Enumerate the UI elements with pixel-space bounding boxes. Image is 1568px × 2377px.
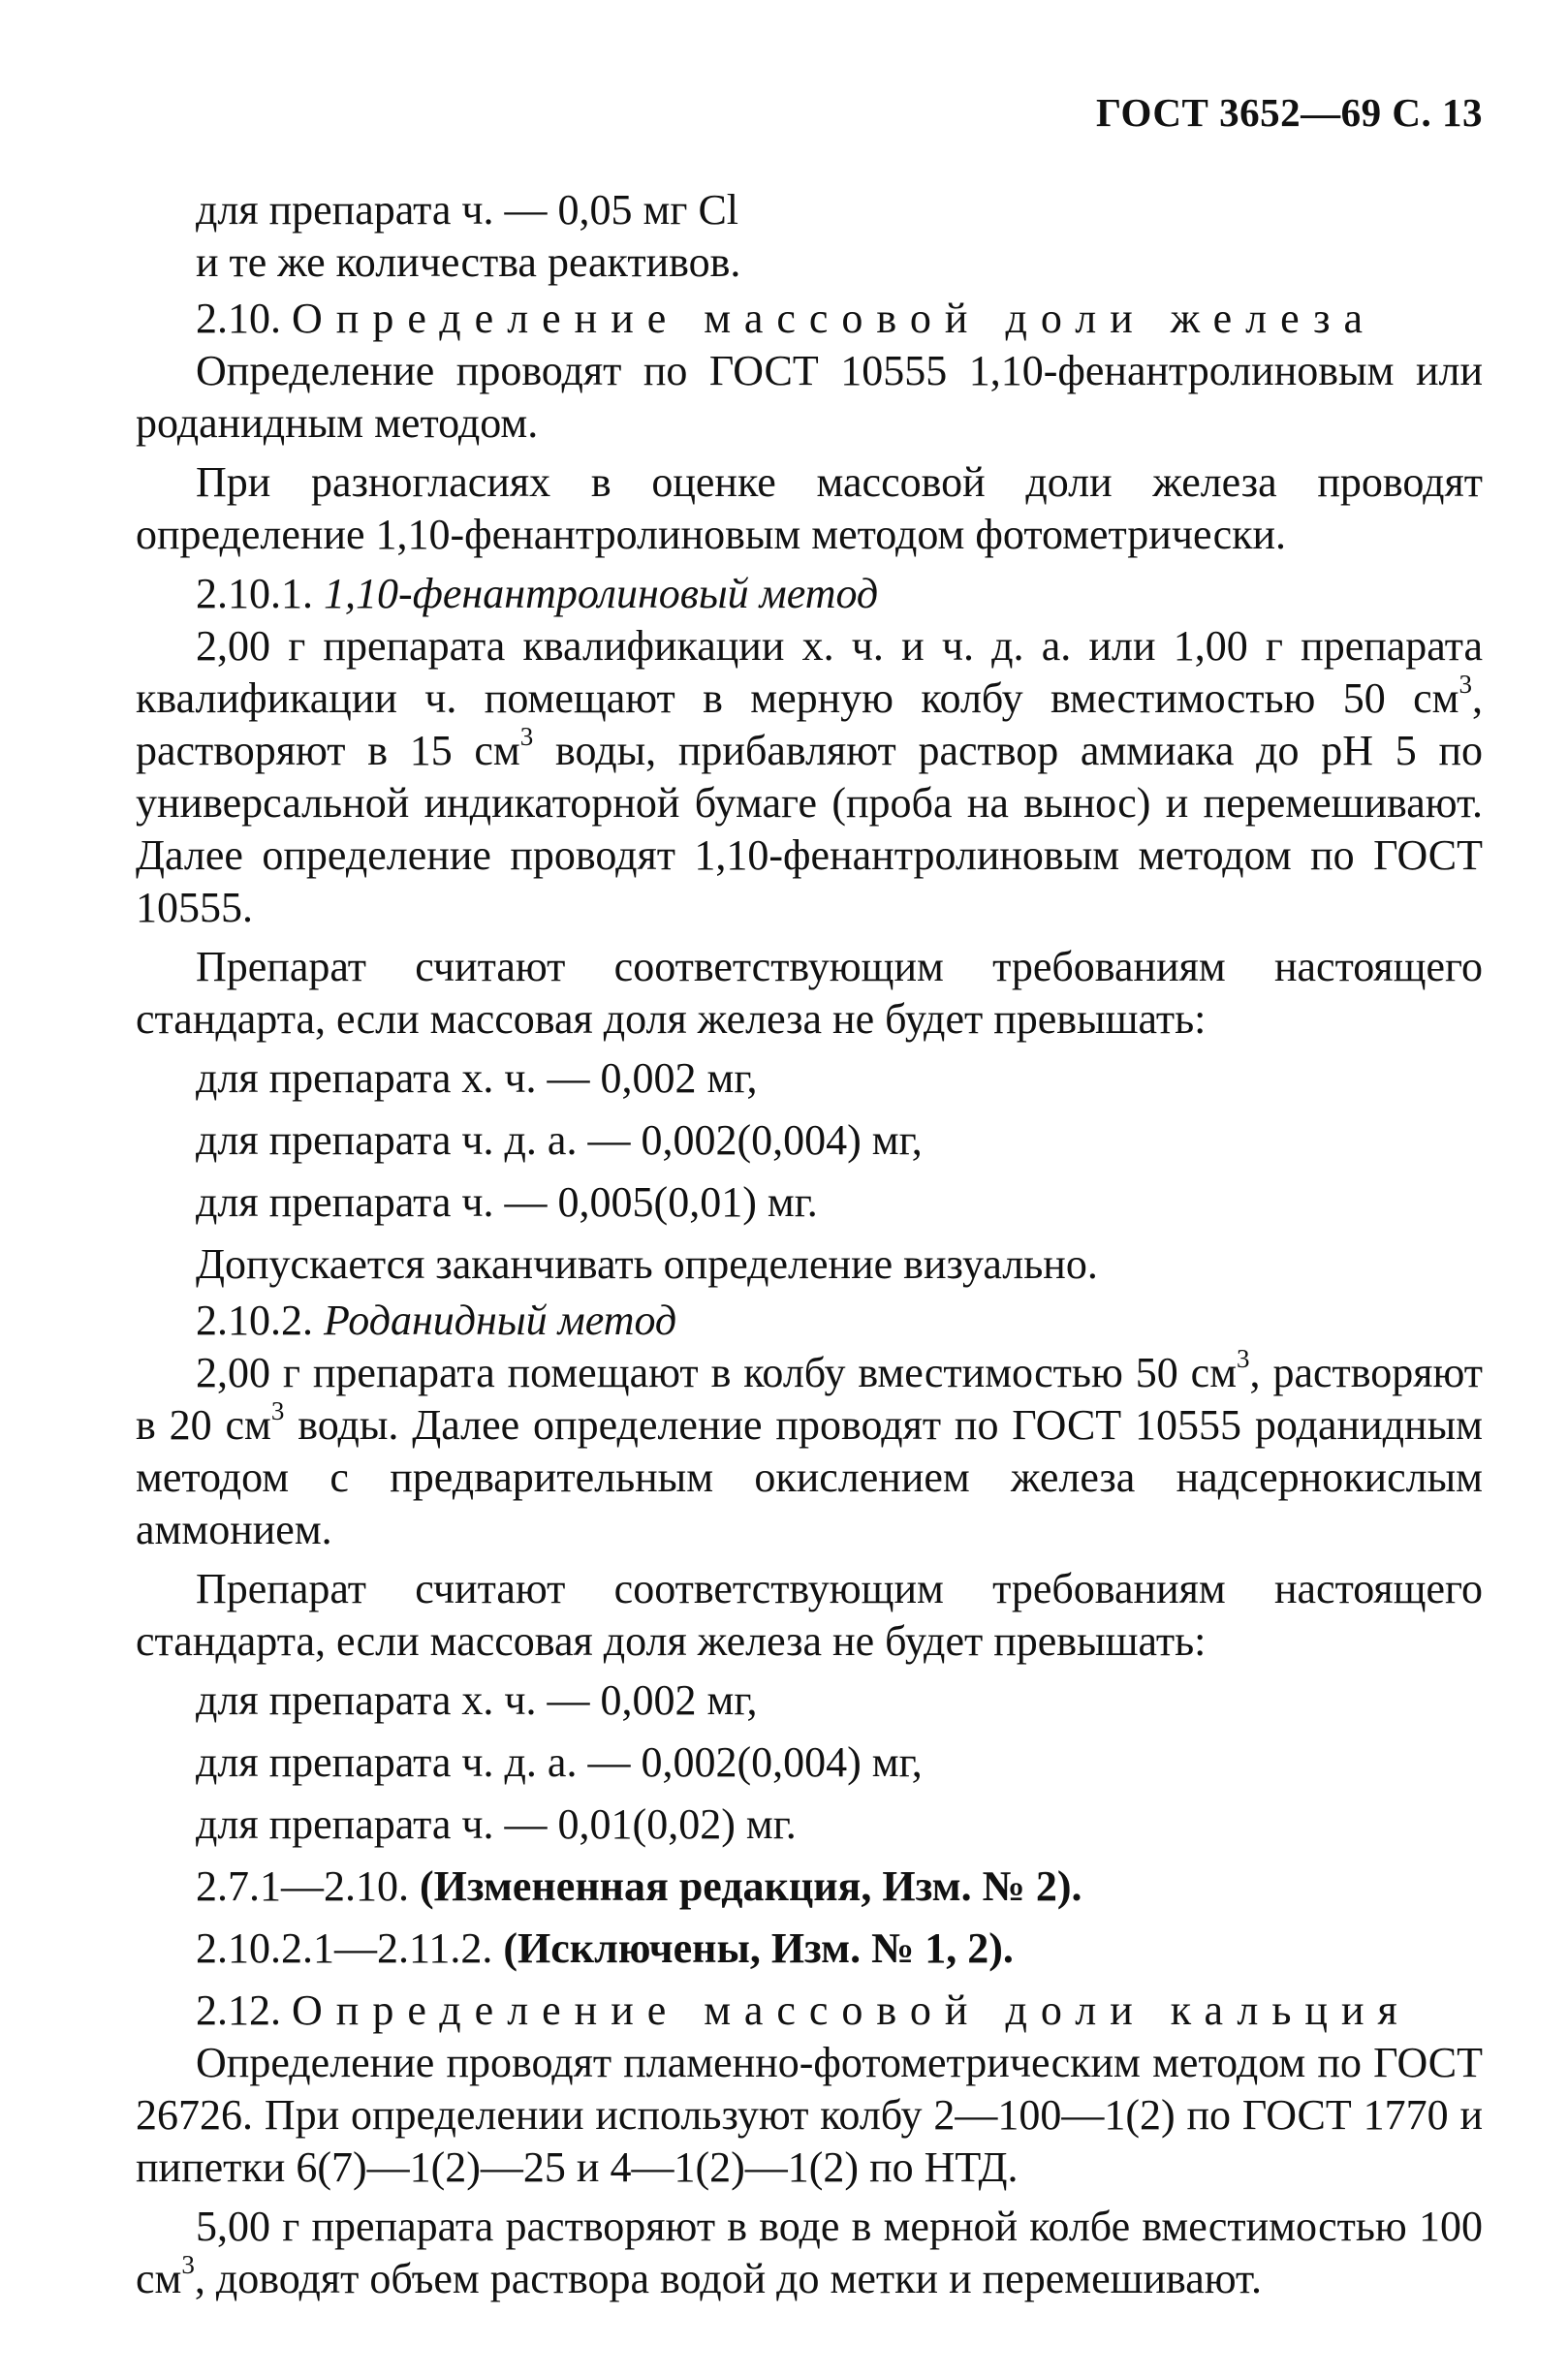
text-span: 2,00 г препарата помещают в колбу вместимостью 50 см bbox=[196, 1349, 1238, 1396]
section-title: Определение массовой доли кальция bbox=[292, 1986, 1411, 2034]
list-item: для препарата ч. д. а. — 0,002(0,004) мг, bbox=[196, 1116, 923, 1164]
text-span: 5,00 г препарата растворяют в воде в мерной колбе вместимостью 100 см bbox=[136, 2203, 1483, 2302]
paragraph: При разногласиях в оценке массовой доли железа проводят определение 1,10-фенантролиновым методом фотометрически. bbox=[136, 458, 1483, 558]
text-span: , растворяют в 15 см bbox=[136, 674, 1483, 774]
text-span: , доводят объем раствора водой до метки и перемешивают. bbox=[194, 2255, 1262, 2302]
superscript: 3 bbox=[1458, 670, 1472, 700]
paragraph: Препарат считают соответствующим требованиям настоящего стандарта, если массовая доля железа не будет превышать: bbox=[136, 1565, 1483, 1665]
subsection-heading bbox=[136, 1295, 1483, 1347]
list-item: для препарата ч. д. а. — 0,002(0,004) мг, bbox=[196, 1738, 923, 1786]
paragraph: Препарат считают соответствующим требованиям настоящего стандарта, если массовая доля железа не будет превышать: bbox=[136, 943, 1483, 1043]
superscript: 3 bbox=[181, 2250, 195, 2280]
section-title: 1,10-фенантролиновый метод bbox=[324, 570, 879, 617]
text-span: , растворяют в 20 см bbox=[136, 1349, 1483, 1449]
list-item: для препарата ч. — 0,01(0,02) мг. bbox=[196, 1800, 797, 1848]
paragraph: Определение проводят по ГОСТ 10555 1,10-фенантролиновым или роданидным методом. bbox=[136, 347, 1483, 447]
section-number: 2.10.1. bbox=[196, 570, 313, 617]
paragraph bbox=[136, 620, 1483, 934]
text-span: 2,00 г препарата квалификации х. ч. и ч. д. а. или 1,00 г препарата квалификации ч. помещают в мерную колбу вместимостью 50 см bbox=[136, 622, 1483, 722]
limits-list bbox=[136, 1052, 1483, 1229]
superscript: 3 bbox=[519, 722, 534, 752]
section-title: Роданидный метод bbox=[324, 1297, 677, 1344]
amendment-note bbox=[136, 1861, 1483, 1913]
section-number: 2.10.2.1—2.11.2. bbox=[196, 1924, 493, 1972]
paragraph: Определение проводят пламенно-фотометрическим методом по ГОСТ 26726. При определении используют колбу 2—100—1(2) по ГОСТ 1770 и пипетки 6(7)—1(2)—25 и 4—1(2)—1(2) по НТД. bbox=[136, 2039, 1483, 2191]
list-item: для препарата х. ч. — 0,002 мг, bbox=[196, 1054, 758, 1102]
page-header: ГОСТ 3652—69 С. 13 bbox=[1095, 90, 1483, 135]
section-number: 2.7.1—2.10. bbox=[196, 1862, 409, 1910]
superscript: 3 bbox=[270, 1396, 285, 1426]
paragraph bbox=[136, 1344, 1483, 1556]
superscript: 3 bbox=[1237, 1344, 1250, 1374]
section-number: 2.10.2. bbox=[196, 1297, 313, 1344]
subsection-heading bbox=[136, 568, 1483, 620]
text-line: для препарата ч. — 0,05 мг Cl bbox=[196, 186, 739, 234]
text-span: воды. Далее определение проводят по ГОСТ 10555 роданидным методом с предварительным окислением железа надсернокислым аммонием. bbox=[136, 1401, 1483, 1553]
section-number: 2.10. bbox=[196, 295, 281, 342]
amendment-text: (Исключены, Изм. № 1, 2). bbox=[503, 1924, 1014, 1972]
text-span: воды, прибавляют раствор аммиака до pH 5 по универсальной индикаторной бумаге (проба на вынос) и перемешивают. Далее определение проводят 1,10-фенантролиновым методом по ГОСТ 10555. bbox=[136, 727, 1483, 931]
list-item: для препарата х. ч. — 0,002 мг, bbox=[196, 1676, 758, 1724]
amendment-note bbox=[136, 1923, 1483, 1975]
text-line: и те же количества реактивов. bbox=[196, 238, 741, 286]
list-item: для препарата ч. — 0,005(0,01) мг. bbox=[196, 1178, 818, 1226]
amendment-text: (Измененная редакция, Изм. № 2). bbox=[420, 1862, 1082, 1910]
section-number: 2.12. bbox=[196, 1986, 281, 2034]
text-line: Допускается заканчивать определение визуально. bbox=[196, 1240, 1098, 1288]
limits-list bbox=[136, 1674, 1483, 1851]
paragraph bbox=[136, 2201, 1483, 2305]
section-heading bbox=[136, 293, 1483, 345]
document-body bbox=[136, 184, 1483, 2312]
section-heading bbox=[136, 1985, 1483, 2037]
section-title: Определение массовой доли железа bbox=[292, 295, 1377, 342]
